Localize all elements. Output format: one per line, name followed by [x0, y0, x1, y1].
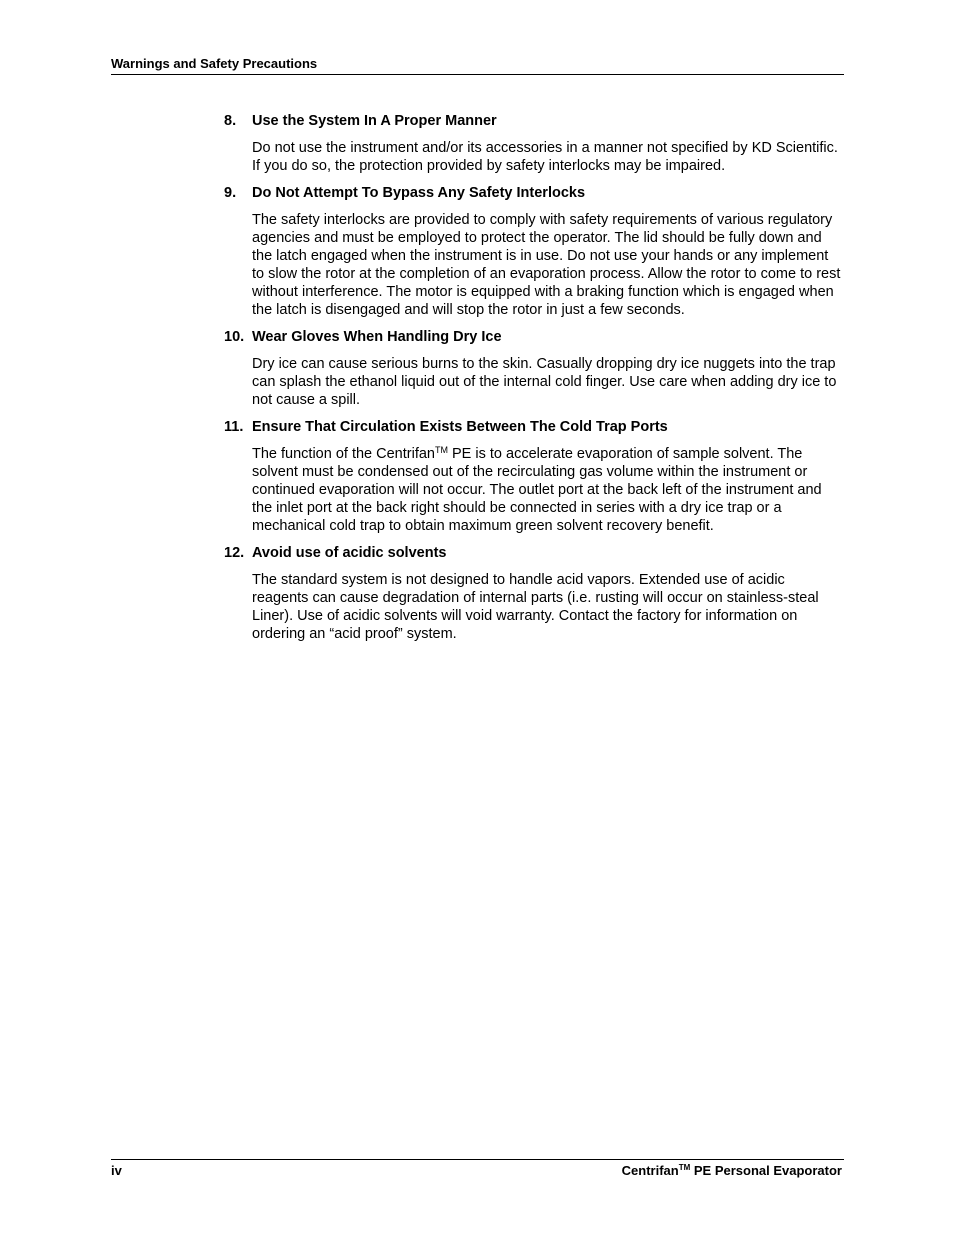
section-heading — [224, 544, 844, 562]
section-9 — [224, 184, 844, 319]
section-number: 9. — [224, 185, 237, 201]
section-title: Wear Gloves When Handling Dry Ice — [252, 329, 502, 345]
body-text: PE is to accelerate evaporation of sample solvent. The solvent must be condensed out of the recirculating gas volume within the instrument or continued evaporation will not occur. The outlet port at the back left of the instrument and the inlet port at the back right should be connected in series with a dry ice trap or a mechanical cold trap to obtain maximum green solvent recovery benefit. — [252, 446, 822, 534]
section-title: Ensure That Circulation Exists Between The Cold Trap Ports — [252, 419, 668, 435]
trademark-mark: TM — [678, 1163, 691, 1172]
header-title: Warnings and Safety Precautions — [111, 56, 318, 71]
section-title: Avoid use of acidic solvents — [252, 545, 447, 561]
product-name-text: PE Personal Evaporator — [690, 1163, 842, 1178]
section-body: The safety interlocks are provided to comply with safety requirements of various regulatory agencies and must be employed to protect the operator. The lid should be fully down and the latch engaged when the instrument is in use. Do not use your hands or any implement to slow the rotor at the completion of an evaporation process. Allow the rotor to come to rest without interference. The motor is equipped with a braking function which is engaged when the latch is disengaged and will stop the rotor in just a few seconds. — [252, 212, 841, 318]
section-8 — [224, 112, 844, 175]
page-number: iv — [111, 1163, 122, 1178]
section-number: 12. — [224, 545, 245, 561]
section-body: Do not use the instrument and/or its accessories in a manner not specified by KD Scientific. If you do so, the protection provided by safety interlocks may be impaired. — [252, 140, 838, 174]
trademark-mark: TM — [434, 445, 448, 455]
section-number: 11. — [224, 419, 244, 435]
section-title: Do Not Attempt To Bypass Any Safety Interlocks — [252, 185, 586, 201]
section-11 — [224, 418, 844, 535]
section-body: The standard system is not designed to handle acid vapors. Extended use of acidic reagents can cause degradation of internal parts (i.e. rusting will occur on stainless-steal Liner). Use of acidic solvents will void warranty. Contact the factory for information on ordering an “acid proof” system. — [252, 572, 819, 642]
section-body — [252, 445, 844, 535]
section-12 — [224, 544, 844, 643]
section-heading — [224, 328, 844, 346]
section-number: 10. — [224, 329, 245, 345]
section-heading — [224, 112, 844, 130]
page-header — [111, 56, 844, 75]
section-10 — [224, 328, 844, 409]
section-body: Dry ice can cause serious burns to the skin. Casually dropping dry ice nuggets into the trap can splash the ethanol liquid out of the internal cold finger. Use care when adding dry ice to not cause a spill. — [252, 356, 837, 408]
section-number: 8. — [224, 113, 237, 129]
product-name — [622, 1163, 842, 1179]
section-heading — [224, 418, 844, 436]
body-text: The function of the Centrifan — [252, 446, 435, 462]
document-content — [224, 112, 844, 652]
section-heading — [224, 184, 844, 202]
section-title: Use the System In A Proper Manner — [252, 113, 497, 129]
product-name-text: Centrifan — [621, 1163, 679, 1178]
page-footer — [111, 1159, 844, 1184]
